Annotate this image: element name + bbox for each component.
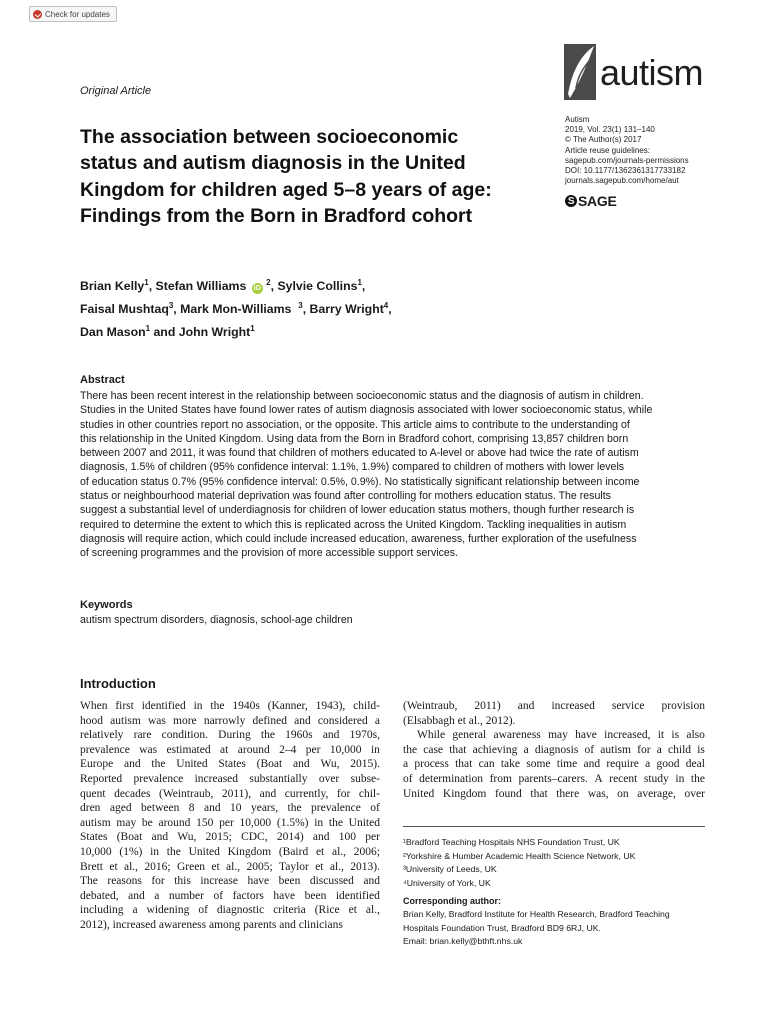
word: narrowly	[203, 714, 246, 727]
word: (Weintraub,	[403, 700, 458, 712]
word: case	[423, 743, 444, 756]
abstract-line: diagnosis will require action, which could include increased education, awareness, further exploration of the usefulness	[80, 532, 637, 545]
word: that	[449, 743, 467, 756]
word: that	[530, 787, 548, 800]
meta-line: 2019, Vol. 23(1) 131–140	[565, 125, 655, 135]
word: deal	[685, 758, 705, 771]
affiliations	[403, 836, 635, 891]
introduction-heading: Introduction	[80, 676, 156, 691]
corresponding-line: Hospitals Foundation Trust, Bradford BD9 6RJ, UK.	[403, 922, 601, 933]
word: was	[139, 743, 158, 756]
word: Brett	[80, 860, 103, 873]
word: in	[675, 772, 685, 785]
word: in	[314, 816, 324, 829]
affiliation-line: ²Yorkshire & Humber Academic Health Science Network, UK	[403, 850, 636, 861]
word: a	[656, 743, 662, 756]
corresponding-author	[403, 908, 670, 949]
meta-line: journals.sagepub.com/home/aut	[565, 176, 679, 186]
footnote-divider	[403, 826, 705, 827]
word: and	[294, 714, 311, 727]
word: et	[315, 860, 324, 873]
abstract-line: diagnosis, 1.5% of children (95% confidence interval: 1.1%, 1.9%) compared to children of mothers with lower levels	[80, 461, 625, 474]
word: including	[80, 904, 124, 917]
word: When	[80, 700, 108, 712]
word: for	[637, 743, 651, 756]
word: can	[478, 758, 495, 771]
affiliation-mark: 3	[298, 301, 303, 311]
word: 1960s	[285, 729, 313, 742]
word: been	[304, 889, 327, 902]
word: quent	[80, 787, 106, 800]
keywords-heading: Keywords	[80, 599, 133, 611]
abstract-line: of screening programmes and the provision of more accessible support services.	[80, 547, 459, 560]
word: time	[556, 758, 578, 771]
word: United	[176, 758, 208, 771]
title-line: Findings from the Born in Bradford cohort	[80, 204, 473, 227]
word: condition.	[161, 729, 208, 742]
word: identified	[335, 889, 380, 902]
word: child	[668, 743, 692, 756]
word: prevalence	[80, 743, 130, 756]
corresponding-line: Brian Kelly, Bradford Institute for Health Research, Bradford Teaching	[403, 909, 670, 919]
word: (1%)	[119, 845, 143, 858]
word: (Boat	[116, 831, 143, 844]
body-line: (Elsabbagh et al., 2012).	[403, 714, 516, 727]
word: good	[656, 758, 680, 771]
word: CDC,	[241, 831, 268, 844]
word: a	[403, 758, 409, 771]
meta-line: sagepub.com/journals-permissions	[565, 155, 689, 165]
word: 2011),	[221, 787, 252, 800]
word: is	[697, 743, 705, 756]
word: 8	[188, 802, 195, 815]
author-name[interactable]: Faisal Mushtaq	[80, 302, 169, 317]
word: the	[260, 729, 275, 742]
word: 10,000	[329, 743, 362, 756]
word: hood	[80, 714, 103, 727]
word: Reported	[80, 772, 123, 785]
word: (Kanner,	[267, 700, 308, 712]
word: 2015;	[205, 831, 232, 844]
word: 2015).	[350, 758, 380, 771]
word: Wu,	[177, 831, 197, 844]
word: this	[174, 875, 191, 888]
word: of	[584, 743, 595, 756]
abstract-line: this relationship in the United Kingdom. Using data from the Born in Bradford cohort, comprising 13,857 children born	[80, 432, 629, 445]
body-line	[80, 714, 380, 729]
word: per	[219, 816, 234, 829]
word: widening	[146, 904, 190, 917]
word: years,	[250, 802, 279, 815]
word: over	[684, 787, 705, 800]
word: achieving	[472, 743, 518, 756]
word: at	[220, 743, 229, 756]
abstract-line: of education status 0.7% (95% confidence interval: 0.5%, 0.9%). No statistically significant relationship between income	[80, 475, 640, 488]
word: autism	[110, 714, 141, 727]
word: and	[363, 875, 380, 888]
word: per	[305, 743, 321, 756]
body-line	[403, 787, 705, 802]
body-column-right	[403, 699, 705, 801]
word: (Baird	[278, 845, 309, 858]
word: have	[273, 889, 296, 902]
word: number	[168, 889, 204, 902]
word: and	[128, 889, 145, 902]
word: study	[643, 772, 669, 785]
word: there	[556, 787, 580, 800]
check-for-updates-label: Check for updates	[45, 9, 110, 19]
abstract-heading: Abstract	[80, 374, 125, 386]
body-column-left	[80, 699, 380, 933]
word: et	[109, 860, 118, 873]
orcid-icon[interactable]: iD	[253, 285, 261, 293]
body-line	[80, 860, 380, 875]
word: 2–4	[279, 743, 297, 756]
word: et	[211, 860, 220, 873]
word: some	[526, 758, 551, 771]
body-line	[80, 787, 380, 802]
word: (Weintraub,	[159, 787, 214, 800]
affiliation-line: ¹Bradford Teaching Hospitals NHS Foundation Trust, UK	[403, 837, 620, 847]
affiliation-mark: 3	[168, 301, 174, 311]
author-name[interactable]: John Wright	[178, 325, 251, 340]
keywords-text: autism spectrum disorders, diagnosis, school-age children	[80, 614, 353, 626]
word: autism	[80, 816, 111, 829]
word: of	[370, 802, 380, 815]
word: take	[500, 758, 520, 771]
word: over	[318, 772, 340, 785]
sage-mark-icon: S	[565, 195, 577, 207]
word: Kingdom	[227, 845, 272, 858]
abstract-line: suggest a substantial level of underdiagnosis for children of lower education status mothers, though further research is	[80, 504, 635, 517]
word: diagnostic	[216, 904, 265, 917]
word: is	[671, 729, 680, 742]
author-list: Brian Kelly$^1$, Stefan Williams iD $^2$, Sylvie Collins$^1$, Faisal Mushtaq$^3$, Mark Mon-Williams $^3$, Barry Wright$^4$, Dan Mason$^1$ and John Wright$^1$	[80, 278, 392, 340]
word: the	[166, 845, 181, 858]
affiliation-line: ⁴University of York, UK	[403, 878, 491, 889]
word: and	[151, 831, 169, 844]
word: on	[617, 787, 629, 800]
author-name[interactable]: Sylvie Collins	[277, 279, 358, 294]
body-line	[80, 830, 380, 845]
author-name[interactable]: Barry Wright	[309, 302, 384, 317]
word: recent	[609, 772, 638, 785]
word: chil-	[358, 787, 380, 800]
word: factors	[232, 889, 264, 902]
affiliation-mark: 4	[383, 301, 389, 311]
word: et	[348, 904, 357, 917]
word: 10,000	[239, 816, 272, 829]
word: 2005;	[246, 860, 273, 873]
word: was,	[587, 787, 609, 800]
word: and	[124, 758, 141, 771]
word: that	[455, 758, 473, 771]
word: provision	[661, 700, 705, 712]
word: awareness	[493, 729, 541, 742]
word: in	[150, 845, 160, 858]
word: general	[452, 729, 487, 742]
body-line	[80, 889, 380, 904]
word: aged	[109, 802, 132, 815]
title-line: The association between socioeconomic	[80, 126, 459, 148]
word: the	[210, 700, 225, 712]
word: A	[594, 772, 603, 785]
word: and	[203, 802, 221, 815]
meta-line: © The Author(s) 2017	[565, 135, 642, 145]
affiliation-mark: 1	[357, 278, 362, 287]
word: 2006;	[353, 845, 380, 858]
word: for	[151, 875, 165, 888]
affiliation-mark: 1	[145, 324, 151, 334]
word: service	[611, 700, 645, 712]
word: around	[237, 743, 270, 756]
author-name[interactable]: Brian Kelly	[80, 279, 145, 294]
word: identified	[141, 700, 186, 712]
word: Taylor	[279, 860, 309, 873]
word: United	[403, 787, 435, 800]
word: between	[141, 802, 180, 815]
article-type: Original Article	[80, 85, 152, 97]
word: and	[583, 758, 601, 771]
publisher-logo	[565, 193, 616, 209]
word: determination	[419, 772, 484, 785]
meta-line: DOI: 10.1177/1362361317733182	[565, 166, 686, 176]
title-line: Kingdom for children aged 5–8 years of age:	[80, 178, 492, 201]
word: 2016;	[144, 860, 171, 873]
word: decades	[114, 787, 151, 800]
word: of	[403, 772, 413, 785]
word: a	[523, 743, 529, 756]
word: criteria	[273, 904, 306, 917]
word: The	[80, 875, 98, 888]
journal-metadata	[565, 115, 750, 186]
word: al.,	[365, 904, 380, 917]
word: parents–carers.	[518, 772, 588, 785]
word: 2011)	[474, 700, 501, 712]
author-name[interactable]: Stefan Williams	[155, 279, 247, 294]
body-line	[80, 874, 380, 889]
word: the	[287, 802, 302, 815]
word: from	[489, 772, 512, 785]
body-line	[403, 772, 705, 787]
word: discussed	[309, 875, 354, 888]
word: prevalence	[133, 772, 184, 785]
word: in	[370, 743, 380, 756]
body-line	[80, 757, 380, 772]
word: al.,	[329, 860, 344, 873]
word: Wu,	[320, 758, 340, 771]
abstract-body	[80, 389, 710, 561]
word: al.,	[124, 860, 139, 873]
word: dren	[80, 802, 101, 815]
body-line: 2012), increased awareness among parents and clinicians	[80, 918, 343, 931]
word: substantially	[249, 772, 308, 785]
body-line	[80, 801, 380, 816]
body-line	[80, 903, 380, 918]
word: and	[312, 831, 330, 844]
corresponding-email[interactable]: Email: brian.kelly@bthft.nhs.uk	[403, 936, 523, 947]
word: in	[193, 700, 203, 712]
publisher-name: SAGE	[578, 193, 617, 209]
word: also	[686, 729, 705, 742]
affiliation-mark: 1	[144, 278, 149, 287]
abstract-line: Studies in the United States have found lower rates of autism diagnosis associated with lower socioeconomic status, while	[80, 404, 653, 417]
word: 2013).	[350, 860, 380, 873]
word: the	[151, 758, 166, 771]
word: found	[494, 787, 522, 800]
word: subse-	[350, 772, 380, 785]
word: United	[188, 845, 220, 858]
word: a	[154, 889, 160, 902]
meta-line: Autism	[565, 115, 590, 124]
word: be	[141, 816, 153, 829]
word: have	[247, 875, 270, 888]
word: Green	[176, 860, 206, 873]
affiliation-line: ³University of Leeds, UK	[403, 864, 497, 875]
article-title	[80, 124, 560, 229]
word: first	[115, 700, 134, 712]
body-line	[80, 743, 380, 758]
title-line: status and autism diagnosis in the United	[80, 152, 466, 175]
word: prevalence	[311, 802, 361, 815]
word: 1940s	[232, 700, 260, 712]
word: considered	[317, 714, 368, 727]
check-icon	[33, 10, 42, 19]
body-line	[80, 816, 380, 831]
word: 10,000	[80, 845, 112, 858]
author-name[interactable]: Mark Mon-Williams	[180, 302, 292, 317]
corresponding-author-heading: Corresponding author:	[403, 896, 501, 906]
word: and	[293, 758, 310, 771]
word: United	[348, 816, 380, 829]
word: increased	[194, 772, 239, 785]
author-name[interactable]: Dan Mason	[80, 325, 146, 340]
journal-name: autism	[600, 52, 704, 93]
word: a	[645, 758, 651, 771]
affiliation-mark: 1	[250, 324, 255, 334]
word: the	[403, 743, 418, 756]
word: 10	[230, 802, 242, 815]
word: was	[147, 714, 166, 727]
word: the	[328, 816, 343, 829]
check-for-updates-button[interactable]	[29, 6, 117, 22]
word: al.,	[331, 845, 347, 858]
word: (Boat	[256, 758, 283, 771]
word: average,	[637, 787, 676, 800]
word: al.,	[226, 860, 241, 873]
word: 1970s,	[349, 729, 380, 742]
word: States	[80, 831, 108, 844]
word: the	[690, 772, 705, 785]
word: child-	[353, 700, 380, 712]
word: rare	[133, 729, 152, 742]
meta-line: Article reuse guidelines:	[565, 145, 650, 155]
word: been	[278, 875, 301, 888]
word: process	[414, 758, 449, 771]
word: currently,	[284, 787, 329, 800]
word: States	[218, 758, 246, 771]
word: a	[374, 714, 380, 727]
word: relatively	[80, 729, 124, 742]
word: of	[213, 889, 224, 902]
body-line	[80, 699, 380, 714]
word: 150	[196, 816, 214, 829]
body-line	[80, 845, 380, 860]
abstract-line: studies in other countries report no association, or the opposite. This article aims to contribute to the understanding of	[80, 418, 630, 431]
word: While	[417, 729, 446, 742]
word: and	[322, 729, 340, 742]
abstract-line: between 2007 and 2011, it was found that children of mothers educated to A-level or above had twice the rate of autism	[80, 447, 639, 460]
word: for	[336, 787, 351, 800]
word: and	[517, 700, 535, 712]
word: diagnosis	[534, 743, 579, 756]
word: more	[173, 714, 197, 727]
word: a	[132, 904, 138, 917]
word: require	[606, 758, 639, 771]
body-line	[403, 728, 705, 743]
body-line	[80, 772, 380, 787]
word: estimated	[166, 743, 211, 756]
word: per	[365, 831, 380, 844]
word: increase	[200, 875, 238, 888]
word: (1.5%)	[276, 816, 309, 829]
word: autism	[600, 743, 631, 756]
abstract-line: There has been recent interest in the relationship between socioeconomic status and the diagnosis of autism in children.	[80, 390, 644, 402]
body-line	[403, 757, 705, 772]
word: of	[198, 904, 208, 917]
word: 1943),	[315, 700, 346, 712]
word: During	[218, 729, 251, 742]
word: increased	[551, 700, 595, 712]
word: and	[259, 787, 277, 800]
word: et	[315, 845, 325, 858]
word: may	[116, 816, 137, 829]
word: (Rice	[314, 904, 340, 917]
abstract-line: status or neighbourhood material deprivation was found after controlling for mothers education status. The results	[80, 490, 611, 503]
word: 2014)	[276, 831, 304, 844]
affiliation-mark: 2	[266, 278, 271, 287]
word: have	[575, 729, 597, 742]
abstract-line: required to determine the extent to which this is replicated across the United Kingdom. Tackling inequalities in autism	[80, 518, 627, 531]
word: defined	[252, 714, 287, 727]
body-line	[403, 699, 705, 714]
word: Europe	[80, 758, 114, 771]
body-line	[80, 728, 380, 743]
word: Kingdom	[442, 787, 487, 800]
word: may	[548, 729, 568, 742]
word: 100	[338, 831, 356, 844]
body-line	[403, 743, 705, 758]
word: reasons	[107, 875, 142, 888]
word: debated,	[80, 889, 119, 902]
word: around	[158, 816, 191, 829]
word: it	[657, 729, 665, 742]
word: increased,	[604, 729, 651, 742]
